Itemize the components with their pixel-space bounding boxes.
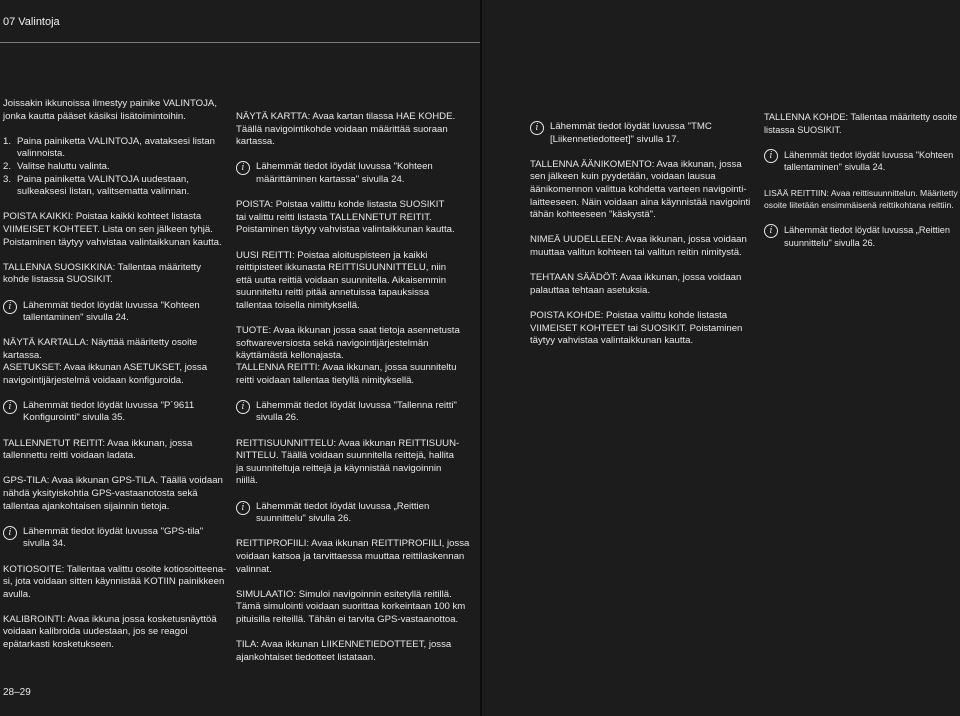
info-icon: i — [3, 400, 17, 414]
info-text: Lähemmät tiedot löydät luvussa "Tallenna reitti" sivulla 26. — [256, 399, 457, 424]
info-note — [3, 400, 231, 425]
info-note — [764, 224, 958, 249]
step-number: 2. — [3, 160, 12, 172]
info-icon: i — [236, 161, 250, 175]
info-icon: i — [530, 121, 544, 135]
info-note — [764, 149, 958, 174]
nimea-uudelleen-text: NIMEÄ UUDELLEEN: Avaa ikkunan, jossa voidaan muuttaa valitun kohteen tai valitun reitin nimitystä. — [530, 234, 747, 258]
info-icon: i — [764, 224, 778, 238]
info-note — [236, 501, 472, 526]
step-number: 1. — [3, 135, 12, 147]
info-text: Lähemmät tiedot löydät luvussa „Reittien suunnittelu" sivulla 26. — [784, 225, 950, 248]
lisaa-reittiin-text: LISÄÄ REITTIIN: Avaa reittisuunnittelun. Määritetty osoite liitetään ensimmäisenä reittikohtana reittiin. — [764, 187, 958, 211]
steps-list — [3, 136, 231, 199]
reittisuunnittelu-text: REITTISUUNNITTELU: Avaa ikkunan REITTISUUN- NITTELU. Täällä voidaan suunnitella reittejä, hallita ja suunniteltuja reittejä ja käynnistää navigoinnin niillä. — [236, 437, 460, 487]
poista-kohde-text: POISTA KOHDE: Poistaa valittu kohde listasta VIIMEISET KOHTEET tai SUOSIKIT. Poistaminen täytyy vahvistaa valintaikkunan kautta. — [530, 309, 743, 347]
info-note — [236, 161, 472, 186]
info-icon: i — [236, 501, 250, 515]
uusi-reitti-text: UUSI REITTI: Poistaa aloituspisteen ja kaikki reittipisteet ikkunasta REITTISUUNNITTELU, niin että uutta reittiä voidaan suunnitella. Aikaisemmin suunniteltu reitti pitää annetuissa tapauksissa tallentaa toisella nimityksellä. — [236, 249, 447, 311]
chapter-title: 07 Valintoja — [3, 16, 60, 28]
simulaatio-text: SIMULAATIO: Simuloi navigoinnin esitetyllä reitillä. Tämä simulointi voidaan suorittaa korkeintaan 100 km pituisilla reiteillä. Tähän ei tarvita GPS-vastaanottoa. — [236, 588, 466, 625]
nayta-kartta-text: NÄYTÄ KARTTA: Avaa kartan tilassa HAE KOHDE. Täällä navigointikohde voidaan määrittää suoraan kartassa. — [236, 111, 456, 148]
info-text: Lähemmät tiedot löydät luvussa "Kohteen määrittäminen kartassa" sivulla 24. — [256, 161, 433, 185]
step-text: Valitse haluttu valinta. — [17, 160, 110, 172]
tehtaan-saadot-text: TEHTAAN SÄÄDÖT: Avaa ikkunan, jossa voidaan palauttaa tehtaan asetuksia. — [530, 272, 742, 296]
step-text: Paina painiketta VALINTOJA uudestaan, sulkeaksesi listan, valitsematta valinnan. — [17, 173, 190, 198]
step-number: 3. — [3, 173, 12, 185]
column-2-top — [236, 111, 472, 375]
nayta-kartalla-text: NÄYTÄ KARTALLA: Näyttää määritetty osoite kartassa. — [3, 337, 198, 361]
column-4 — [764, 111, 958, 262]
tallenna-aanikomento-text: TALLENNA ÄÄNIKOMENTO: Avaa ikkunan, jossa sen jälkeen kuin pyydetään, voidaan lausua äänikomennon valittua kohdetta varteen navigointi- laitteeseen. Näin voidaan aina käynnistää navigointi tähän kohteeseen "käskystä". — [530, 158, 751, 221]
info-note — [3, 300, 231, 325]
column-1-bottom — [3, 362, 231, 664]
info-icon: i — [3, 526, 17, 540]
tuote-text: TUOTE: Avaa ikkunan jossa saat tietoja asennetusta softwareversiosta sekä navigointijärjestelmän käyttämästä kellonajasta. — [236, 325, 460, 362]
info-icon: i — [236, 400, 250, 414]
intro-text: Joissakin ikkunoissa ilmestyy painike VALINTOJA, jonka kautta pääset käsiksi lisätoimintoihin. — [3, 98, 217, 122]
info-note — [236, 400, 472, 425]
list-item — [3, 136, 231, 161]
info-icon: i — [764, 149, 778, 163]
kotiosoite-text: KOTIOSOITE: Tallentaa valittu osoite kotiosoitteena- si, jota voidaan sitten käynnistää KOTIIN painikkeen avulla. — [3, 563, 227, 600]
info-text: Lähemmät tiedot löydät luvussa "Kohteen tallentaminen" sivulla 24. — [23, 299, 200, 324]
list-item — [3, 161, 231, 174]
info-text: Lähemmät tiedot löydät luvussa "Kohteen tallentaminen" sivulla 24. — [784, 149, 954, 173]
poista-text: POISTA: Poistaa valittu kohde listasta SUOSIKIT tai valittu reitti listasta TALLENNETUT REITIT. Poistaminen täytyy vahvistaa valintaikkunan kautta. — [236, 199, 455, 236]
tallenna-reitti-text: TALLENNA REITTI: Avaa ikkunan, jossa suunniteltu reitti voidaan tallentaa tietyllä nimityksellä. — [236, 362, 457, 386]
tila-text: TILA: Avaa ikkunan LIIKENNETIEDOTTEET, jossa ajankohtaiset tiedotteet listataan. — [236, 639, 452, 663]
kalibrointi-text: KALIBROINTI: Avaa ikkuna jossa kosketusnäyttöä voidaan kalibroida uudestaan, jos se reagoi epätarkasti kosketukseen. — [3, 613, 217, 651]
gps-tila-text: GPS-TILA: Avaa ikkunan GPS-TILA. Täällä voidaan nähdä yksityiskohtia GPS-vastaanotosta sekä tallentaa ajankohtaisen sijainnin tietoja. — [3, 475, 223, 512]
column-3 — [530, 121, 756, 360]
info-text: Lähemmät tiedot löydät luvussa "GPS-tila" sivulla 34. — [23, 525, 204, 550]
info-text: Lähemmät tiedot löydät luvussa „Reittien suunnittelu" sivulla 26. — [256, 500, 430, 525]
reittiprofiili-text: REITTIPROFIILI: Avaa ikkunan REITTIPROFIILI, jossa voidaan katsoa ja tarvittaessa muuttaa reittilaskennan valinnat. — [236, 538, 470, 575]
right-page — [482, 0, 960, 716]
info-text: Lähemmät tiedot löydät luvussa "TMC [Liikennetiedotteet]" sivulla 17. — [550, 121, 712, 145]
info-icon: i — [3, 300, 17, 314]
column-1-top — [3, 98, 231, 375]
tallenna-kohde-text: TALLENNA KOHDE: Tallentaa määritetty osoite listassa SUOSIKIT. — [764, 112, 958, 135]
tallenna-suosikkina-text: TALLENNA SUOSIKKINA: Tallentaa määritetty kohde listassa SUOSIKIT. — [3, 261, 201, 286]
list-item — [3, 174, 231, 199]
tallennetut-reitit-text: TALLENNETUT REITIT: Avaa ikkunan, jossa tallennettu reitti voidaan ladata. — [3, 437, 193, 462]
info-text: Lähemmät tiedot löydät luvussa "P´9611 Konfigurointi" sivulla 35. — [23, 399, 195, 424]
poista-kaikki-text: POISTA KAIKKI: Poistaa kaikki kohteet listasta VIIMEISET KOHTEET. Lista on sen jälkeen tyhjä. Poistaminen täytyy vahvistaa valintaikkunan kautta. — [3, 211, 222, 248]
info-note — [530, 121, 756, 146]
page-numbers: 28–29 — [3, 687, 31, 698]
step-text: Paina painiketta VALINTOJA, avataksesi listan valinnoista. — [17, 135, 216, 160]
info-note — [3, 526, 231, 551]
asetukset-text: ASETUKSET: Avaa ikkunan ASETUKSET, jossa navigointijärjestelmä voidaan konfiguroida. — [3, 362, 208, 386]
header-rule — [0, 42, 480, 43]
column-2-bottom — [236, 362, 472, 677]
